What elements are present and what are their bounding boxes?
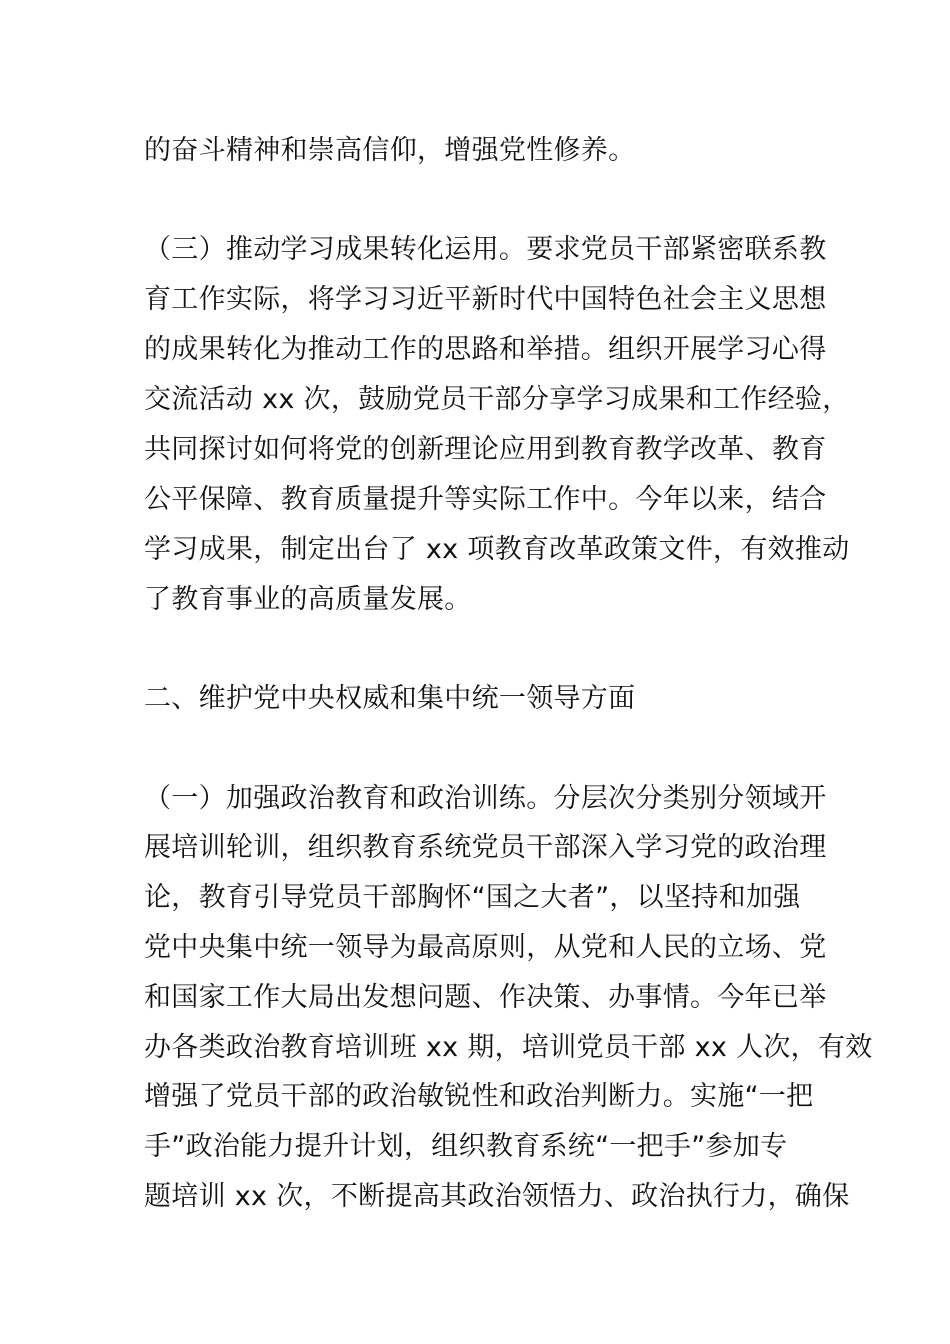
paragraph-line: 办各类政治教育培训班 xx 期，培训党员干部 xx 人次，有效 xyxy=(144,1032,873,1063)
paragraph-line: 题培训 xx 次，不断提高其政治领悟力、政治执行力，确保 xyxy=(144,1181,850,1212)
paragraph-line: 的成果转化为推动工作的思路和举措。组织开展学习心得 xyxy=(144,334,827,365)
paragraph-line: 手”政治能力提升计划，组织教育系统“一把手”参加专 xyxy=(144,1131,788,1162)
paragraph-line: 公平保障、教育质量提升等实际工作中。今年以来，结合 xyxy=(144,484,827,515)
paragraph-line: 育工作实际，将学习习近平新时代中国特色社会主义思想 xyxy=(144,284,827,315)
paragraph-line: 学习成果，制定出台了 xx 项教育改革政策文件，有效推动 xyxy=(144,534,850,565)
paragraph-line: 交流活动 xx 次，鼓励党员干部分享学习成果和工作经验， xyxy=(144,384,850,415)
paragraph-line: 了教育事业的高质量发展。 xyxy=(144,584,472,615)
paragraph-line: 的奋斗精神和崇高信仰，增强党性修养。 xyxy=(144,135,636,166)
paragraph-line: 增强了党员干部的政治敏锐性和政治判断力。实施“一把 xyxy=(144,1081,814,1112)
paragraph-line: 论，教育引导党员干部胸怀“国之大者”，以坚持和加强 xyxy=(144,882,801,913)
paragraph-line: 共同探讨如何将党的创新理论应用到教育教学改革、教育 xyxy=(144,434,827,465)
paragraph-line: 展培训轮训，组织教育系统党员干部深入学习党的政治理 xyxy=(144,832,827,863)
paragraph-line: （一）加强政治教育和政治训练。分层次分类别分领域开 xyxy=(144,783,827,814)
paragraph-line: 党中央集中统一领导为最高原则，从党和人民的立场、党 xyxy=(144,932,827,963)
section-heading: 二、维护党中央权威和集中统一领导方面 xyxy=(144,683,636,714)
paragraph-line: （三）推动学习成果转化运用。要求党员干部紧密联系教 xyxy=(144,234,827,265)
paragraph-line: 和国家工作大局出发想问题、作决策、办事情。今年已举 xyxy=(144,982,827,1013)
